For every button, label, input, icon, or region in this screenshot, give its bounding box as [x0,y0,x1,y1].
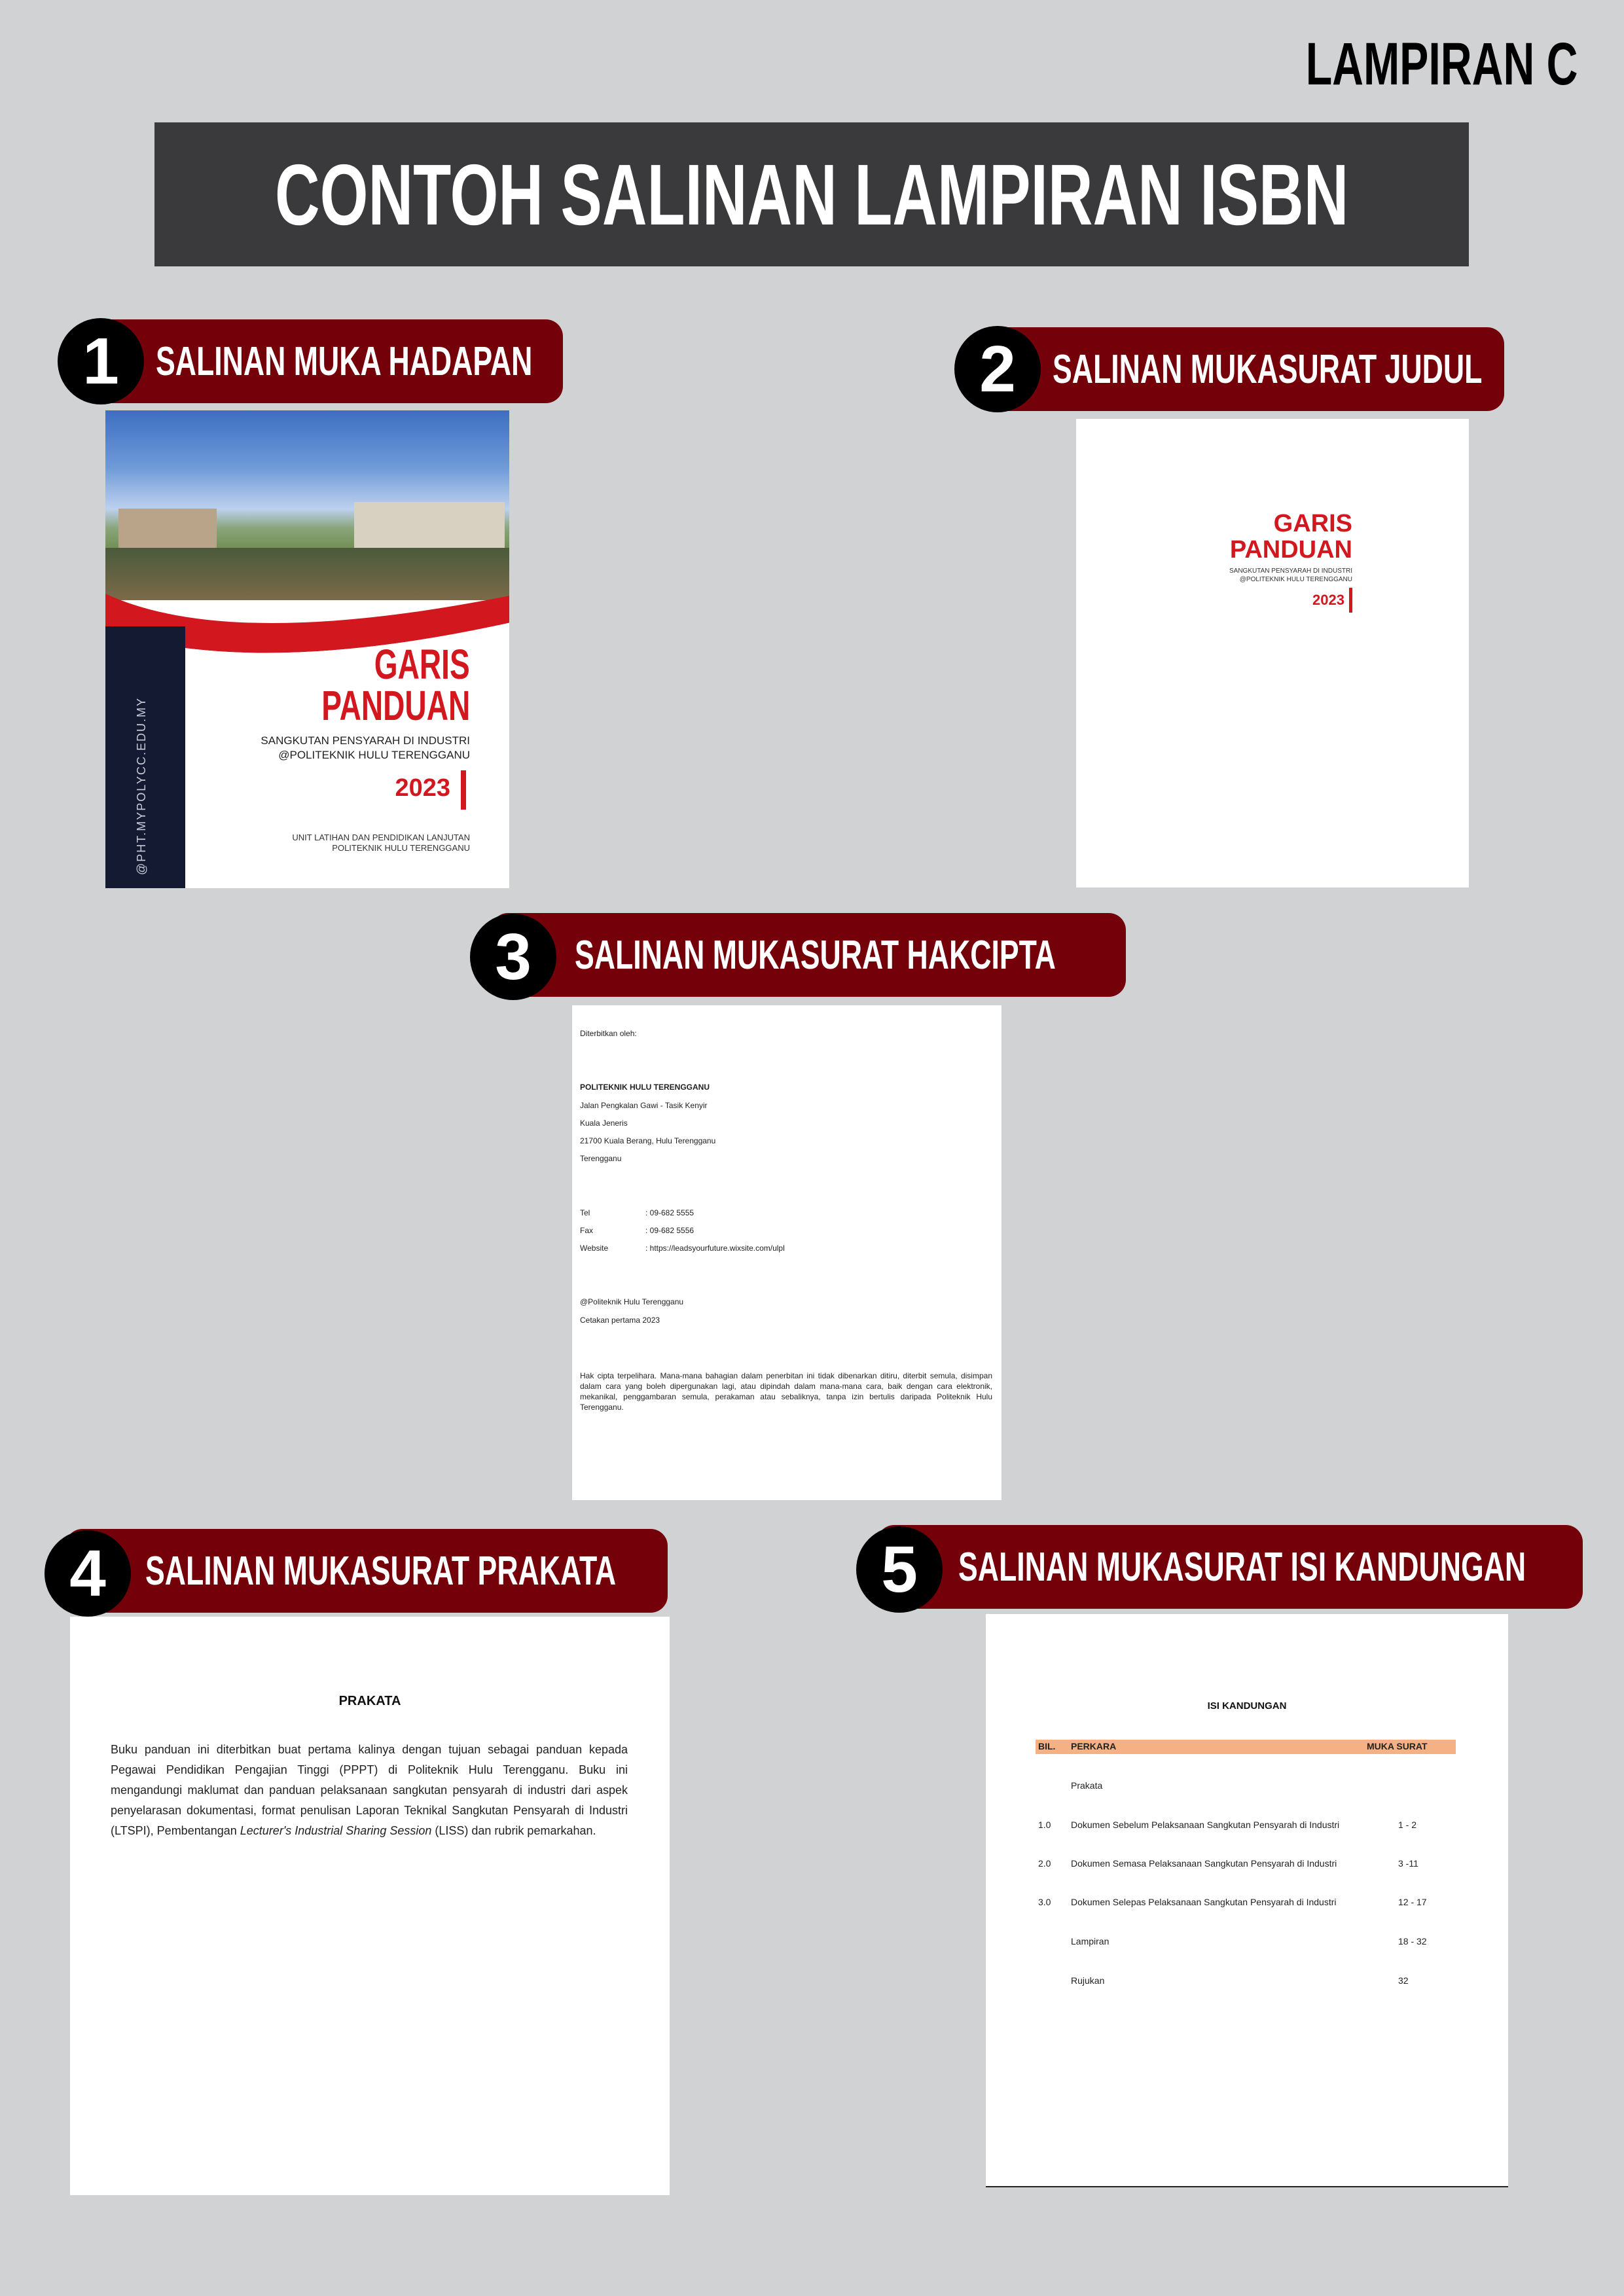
prakata-page-image [70,1617,670,2195]
copyright-holder: @Politeknik Hulu Terengganu [580,1297,684,1306]
toc-row-muka: 18 - 32 [1398,1936,1427,1946]
page-title: CONTOH SALINAN LAMPIRAN ISBN [274,146,1349,243]
section-5-label: SALINAN MUKASURAT ISI KANDUNGAN [958,1544,1526,1590]
address-line-2: Kuala Jeneris [580,1119,628,1128]
address-line-1: Jalan Pengkalan Gawi - Tasik Kenyir [580,1101,708,1110]
toc-row-bil: 2.0 [1038,1858,1051,1869]
lampiran-label: LAMPIRAN C [1306,31,1578,98]
title-page-year: 2023 [1312,592,1344,608]
prakata-heading: PRAKATA [338,1694,401,1708]
cover-year-bar [461,770,466,810]
section-5-number: 5 [856,1526,943,1613]
section-5-header [877,1525,1583,1609]
section-1-label: SALINAN MUKA HADAPAN [156,338,533,384]
section-1-number: 1 [58,318,144,404]
toc-row-perkara: Rujukan [1071,1975,1105,1986]
toc-col-muka: MUKA SURAT [1367,1741,1428,1751]
publisher-name: POLITEKNIK HULU TERENGGANU [580,1083,710,1092]
contact-value-tel: : 09-682 5555 [645,1208,695,1217]
copyright-page-image [572,1005,1001,1500]
title-page-image [1076,419,1469,888]
title-page-title: GARIS PANDUAN [1229,510,1352,564]
toc-row-muka: 32 [1398,1975,1409,1986]
toc-col-bil: BIL. [1038,1741,1056,1751]
toc-row-bil: 3.0 [1038,1897,1051,1907]
section-1-header [79,319,563,403]
toc-col-perkara: PERKARA [1071,1741,1117,1751]
toc-row-perkara: Dokumen Sebelum Pelaksanaan Sangkutan Pensyarah di Industri [1071,1820,1340,1830]
toc-row-perkara: Dokumen Semasa Pelaksanaan Sangkutan Pensyarah di Industri [1071,1858,1337,1869]
edition: Cetakan pertama 2023 [580,1316,660,1325]
section-4-label: SALINAN MUKASURAT PRAKATA [145,1548,617,1594]
toc-heading: ISI KANDUNGAN [1207,1700,1287,1712]
contact-label-fax: Fax [580,1226,594,1235]
cover-title: GARIS [374,641,470,688]
section-3-number: 3 [470,914,556,1000]
toc-page-image [986,1614,1508,2187]
contact-label-tel: Tel [580,1208,590,1217]
rights-statement: Hak cipta terpelihara. Mana-mana bahagian dalam penerbitan ini tidak dibenarkan ditiru, diterbit semula, disimpan dalam cara yang boleh dipergunakan lagi, atau dipindah dalam mana-mana cara, baik dengan cara elektronik, mekanikal, penggambaran semula, perakaman atau sebaliknya, tanpa izin bertulis daripada Politeknik Hulu Terengganu. [580,1371,992,1412]
section-4-header [65,1529,668,1613]
cover-title-2: PANDUAN [321,682,470,729]
address-line-3: 21700 Kuala Berang, Hulu Terengganu [580,1136,716,1145]
toc-row-muka: 1 - 2 [1398,1820,1417,1830]
toc-row-perkara: Dokumen Selepas Pelaksanaan Sangkutan Pensyarah di Industri [1071,1897,1337,1907]
section-2-number: 2 [954,326,1041,412]
contact-value-fax: : 09-682 5556 [645,1226,695,1235]
cover-footer: UNIT LATIHAN DAN PENDIDIKAN LANJUTAN POLITEKNIK HULU TERENGGANU [292,833,470,853]
address-line-4: Terengganu [580,1154,622,1163]
prakata-body: Buku panduan ini diterbitkan buat pertama kalinya dengan tujuan sebagai panduan kepada Pegawai Pendidikan Pengajian Tinggi (PPPT) di Politeknik Hulu Terengganu. Buku ini mengandungi maklumat dan panduan pelaksanaan sangkutan pensyarah di industri dari aspek penyelarasan dokumentasi, format penulisan Laporan Teknikal Sangkutan Pensyarah di Industri (LTSPI), Pembentangan Lecturer's Industrial Sharing Session (LISS) dan rubrik pemarkahan. [111,1743,628,1837]
section-2-label: SALINAN MUKASURAT JUDUL [1053,346,1483,392]
title-page-year-bar [1349,588,1352,613]
cover-side-text: @PHT.MYPOLYCC.EDU.MY [135,697,148,875]
cover-subtitle: SANGKUTAN PENSYARAH DI INDUSTRI @POLITEKNIK HULU TERENGGANU [261,734,470,761]
toc-row-muka: 12 - 17 [1398,1897,1427,1907]
published-by: Diterbitkan oleh: [580,1029,637,1038]
toc-row-bil: 1.0 [1038,1820,1051,1830]
cover-year: 2023 [395,774,450,802]
toc-row-perkara: Prakata [1071,1780,1103,1791]
toc-row-muka: 3 -11 [1398,1858,1418,1869]
contact-label-website: Website [580,1244,609,1253]
section-2-header [975,327,1504,411]
section-3-header [491,913,1126,997]
section-3-label: SALINAN MUKASURAT HAKCIPTA [575,932,1056,978]
section-4-number: 4 [45,1530,131,1617]
title-page-subtitle: SANGKUTAN PENSYARAH DI INDUSTRI @POLITEKNIK HULU TERENGGANU [1229,567,1352,583]
front-cover-image [105,410,509,888]
contact-value-website: : https://leadsyourfuture.wixsite.com/ulpl [645,1244,785,1253]
page-title-bar [154,122,1469,266]
toc-row-perkara: Lampiran [1071,1936,1110,1946]
